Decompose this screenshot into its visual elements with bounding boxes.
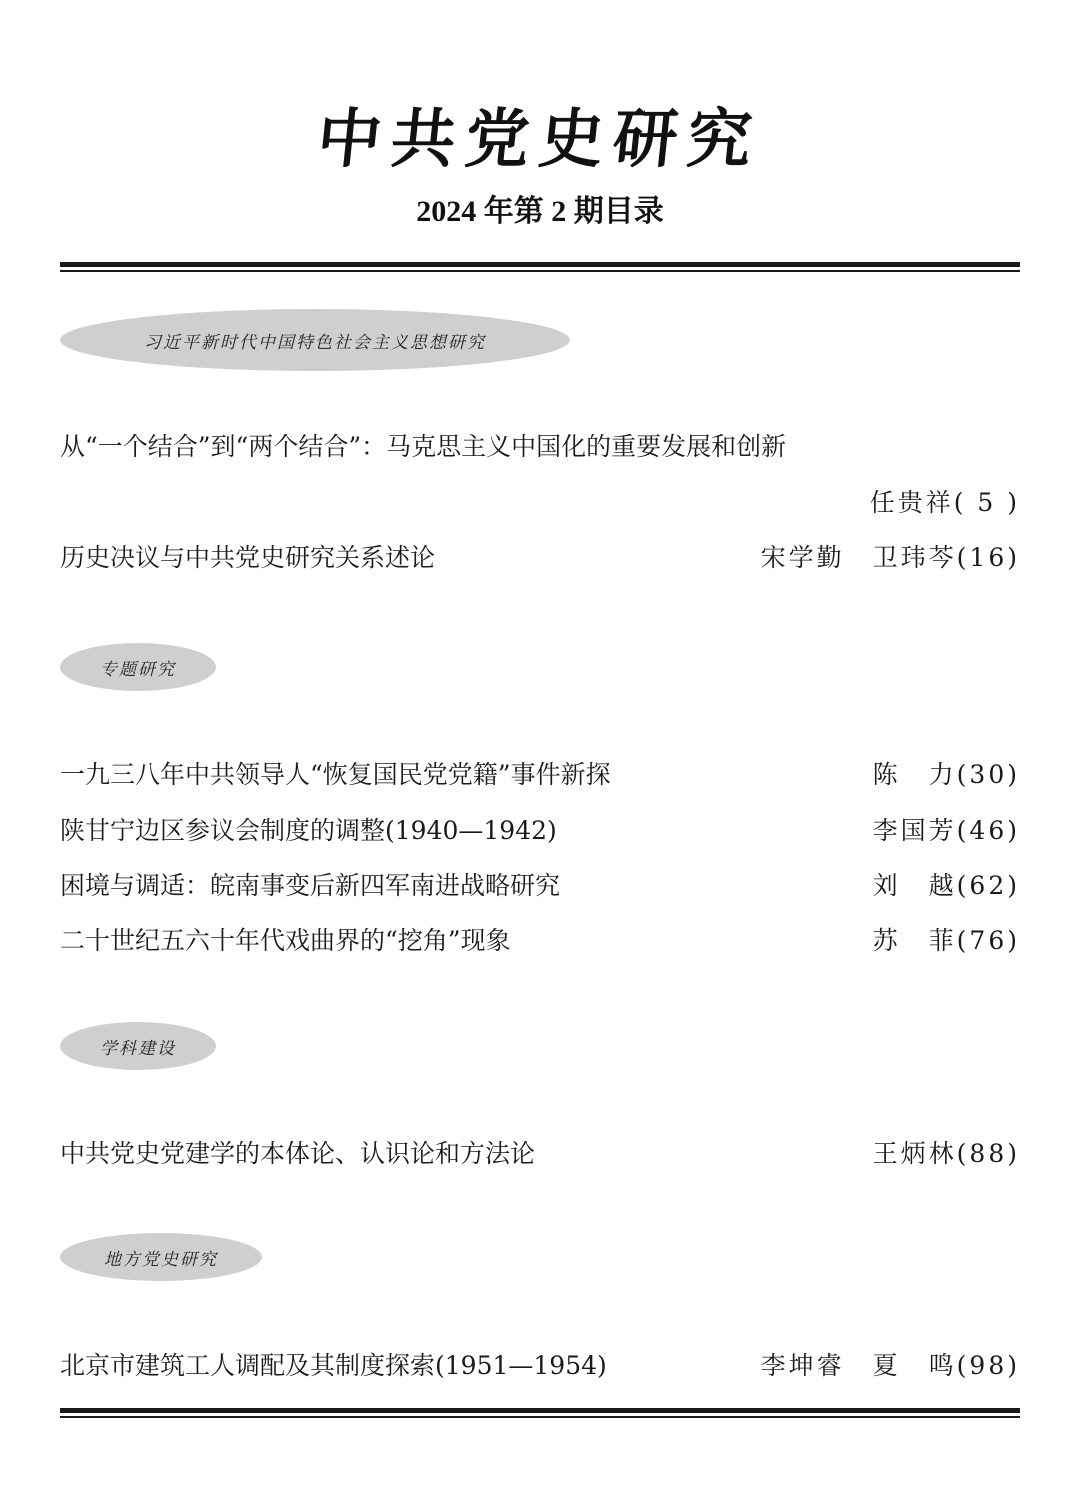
toc-entry[interactable] [60,866,1020,906]
entry-authors: 任贵祥( 5 ) [869,488,1020,517]
entry-title[interactable]: 中共党史党建学的本体论、认识论和方法论 [60,1139,536,1168]
entry-authors: 陈 力(30) [872,760,1020,789]
toc-entry[interactable] [60,1134,1020,1174]
entry-authors: 苏 菲(76) [872,926,1020,955]
entry-title[interactable]: 一九三八年中共领导人“恢复国民党党籍”事件新探 [60,760,611,789]
entry-title[interactable]: 二十世纪五六十年代戏曲界的“挖角”现象 [60,926,511,955]
entry-authors: 王炳林(88) [872,1139,1020,1168]
section-tag-special-research: 专题研究 [60,643,216,691]
entry-authors: 宋学勤 卫玮芩(16) [760,543,1020,572]
section-tag-xi-thought: 习近平新时代中国特色社会主义思想研究 [60,309,570,371]
entry-title[interactable]: 困境与调适：皖南事变后新四军南进战略研究 [60,871,561,900]
toc-entry[interactable] [60,921,1020,961]
entry-authors: 刘 越(62) [872,871,1020,900]
toc-entry[interactable] [60,427,1020,467]
entry-title[interactable]: 陕甘宁边区参议会制度的调整(1940—1942) [60,816,557,845]
entry-authors: 李坤睿 夏 鸣(98) [760,1351,1020,1380]
entry-title[interactable]: 历史决议与中共党史研究关系述论 [60,543,436,572]
issue-title: 2024 年第 2 期目录 [416,195,664,228]
toc-entry[interactable] [60,1346,1020,1386]
toc-entry[interactable] [60,755,1020,795]
bottom-double-rule [60,1408,1020,1418]
journal-masthead: 中共党史研究 [313,102,766,177]
entry-authors: 李国芳(46) [872,816,1020,845]
entry-title[interactable]: 北京市建筑工人调配及其制度探索(1951—1954) [60,1351,607,1380]
entry-title[interactable]: 从“一个结合”到“两个结合”：马克思主义中国化的重要发展和创新 [60,432,787,461]
toc-entry[interactable] [60,811,1020,851]
toc-entry[interactable] [60,538,1020,578]
section-tag-discipline-building: 学科建设 [60,1022,216,1070]
section-tag-local-party-history: 地方党史研究 [60,1233,262,1281]
top-double-rule [60,262,1020,272]
